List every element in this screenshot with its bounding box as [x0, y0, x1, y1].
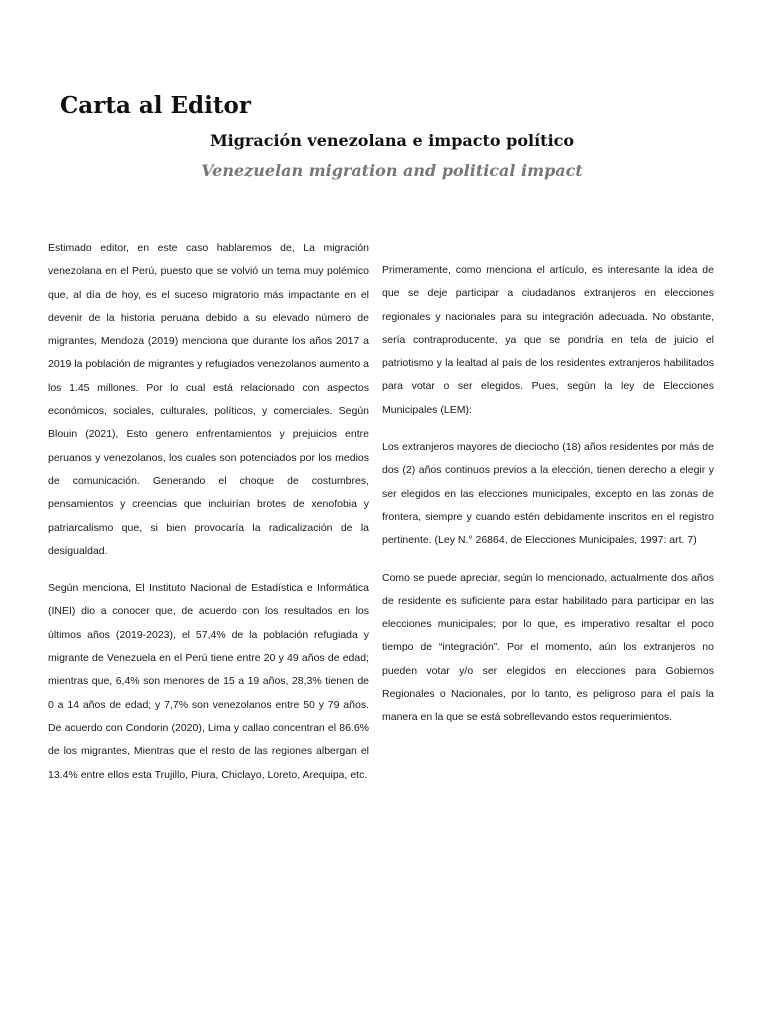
- right-paragraph-3: Como se puede apreciar, según lo mencionado, actualmente dos años de residente es suficiente para estar habilitado para participar en las elecciones municipales; por lo que, es imperativo resaltar el poco tiempo de “integración”. Por el momento, aún los extranjeros no pueden votar y/o ser elegidos en elecciones para Gobiernos Regionales o Nacionales, por lo tanto, es peligroso para el país la manera en la que se está sobrellevando estos requerimientos.: [382, 571, 714, 724]
- right-column: [382, 259, 714, 730]
- law-quote-paragraph: Los extranjeros mayores de dieciocho (18) años residentes por más de dos (2) años continuos previos a la elección, tienen derecho a elegir y ser elegidos en las elecciones municipales, excepto en las zonas de frontera, siempre y cuando estén debidamente inscritos en el registro pertinente. (Ley N.° 26864, de Elecciones Municipales, 1997: art. 7): [382, 441, 714, 547]
- article-title: Migración venezolana e impacto político: [209, 131, 575, 150]
- left-column: [48, 237, 369, 787]
- section-label: Carta al Editor: [60, 92, 251, 119]
- left-paragraph-2: Según menciona, El Instituto Nacional de Estadística e Informática (INEI) dio a conocer que, de acuerdo con los resultados en los últimos años (2019-2023), el 57,4% de la población refugiada y migrante de Venezuela en el Perú tiene entre 20 y 49 años de edad; mientras que, 6,4% son menores de 15 a 19 años, 28,3% tienen de 0 a 14 años de edad; y 7,7% son venezolanos entre 50 y 79 años. De acuerdo con Condorin (2020), Lima y callao concentran el 86.6% de los migrantes, Mientras que el resto de las regiones albergan el 13.4% entre ellos esta Trujillo, Piura, Chiclayo, Loreto, Arequipa, etc.: [48, 582, 369, 781]
- right-paragraph-1: Primeramente, como menciona el artículo, es interesante la idea de que se deje participar a ciudadanos extranjeros en elecciones regionales y nacionales para su integración adecuada. No obstante, sería contraproducente, ya que se pondría en tela de juicio el patriotismo y la lealtad al país de los residentes extranjeros habilitados para votar o ser elegidos. Pues, según la ley de Elecciones Municipales (LEM):: [382, 264, 714, 416]
- article-subtitle: Venezuelan migration and political impact: [201, 161, 583, 180]
- left-paragraph-1: Estimado editor, en este caso hablaremos de, La migración venezolana en el Perú, puesto que se volvió un tema muy polémico que, al día de hoy, es el suceso migratorio más impactante en el devenir de la historia peruana debido a su elevado número de migrantes, Mendoza (2019) menciona que durante los años 2017 a 2019 la población de migrantes y refugiados venezolanos aumento a los 1.45 millones. Por lo cual está relacionado con aspectos económicos, sociales, culturales, políticos, y comerciales. Según Blouin (2021), Esto genero enfrentamientos y prejuicios entre peruanos y venezolanos, los cuales son potenciados por los medios de comunicación. Generando el choque de costumbres, pensamientos y creencias que incluirían brotes de xenofobia y patriarcalismo que, si bien provocaría la radicalización de la desigualdad.: [48, 242, 369, 557]
